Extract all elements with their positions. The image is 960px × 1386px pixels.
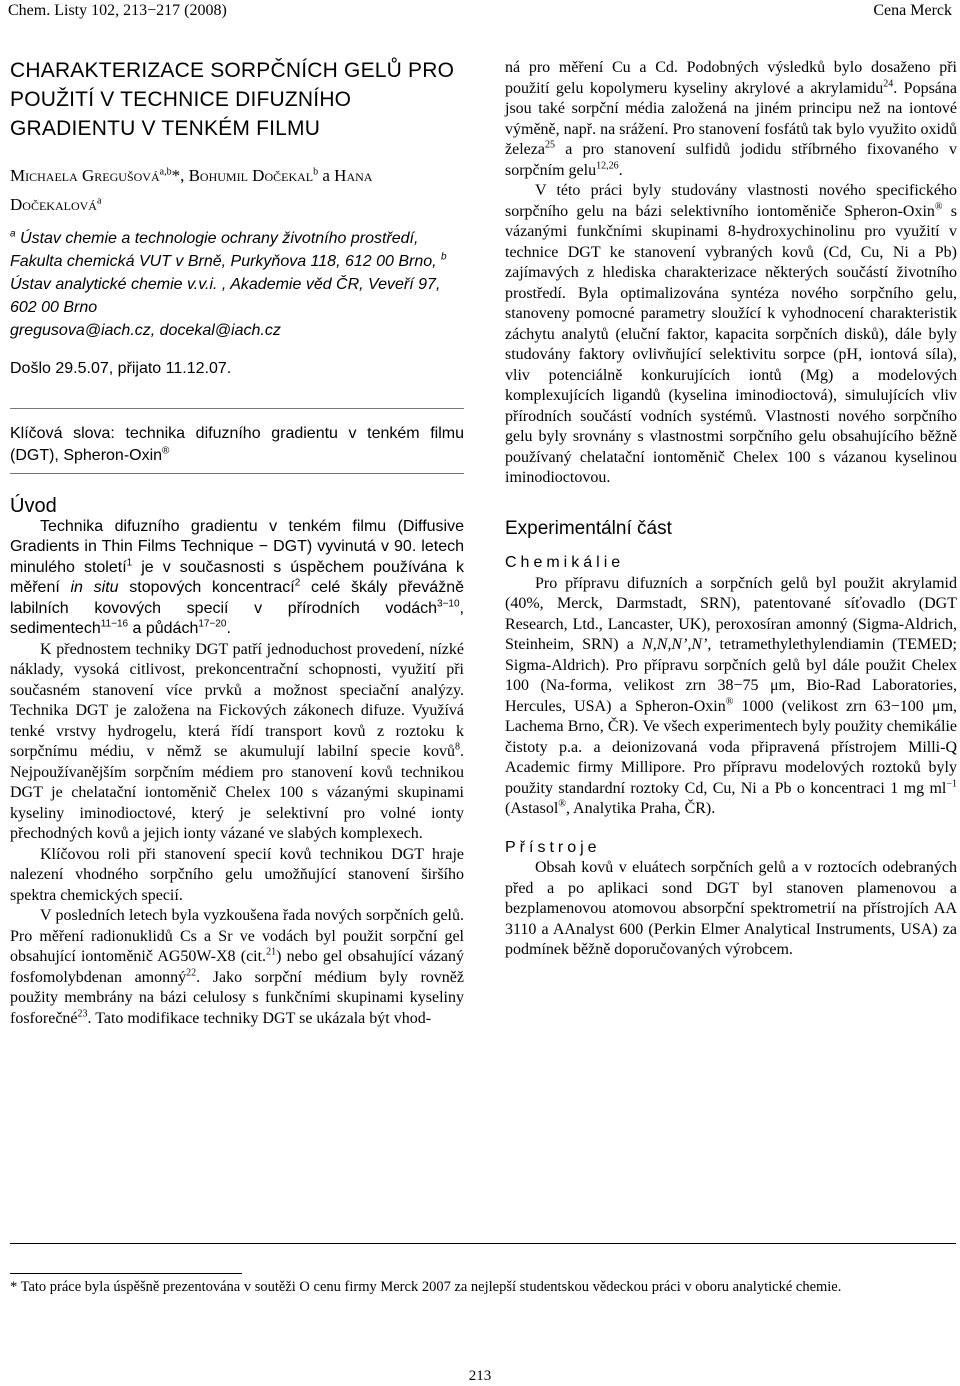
- footnote-short-rule: [10, 1273, 242, 1274]
- divider: [10, 408, 464, 409]
- section-heading-intro: Úvod: [10, 495, 57, 517]
- email-links[interactable]: gregusova@iach.cz, docekal@iach.cz: [10, 322, 281, 339]
- affiliations: [10, 227, 464, 342]
- chemicals-paragraph: Pro přípravu difuzních a sorpčních gelů byl použit akrylamid (40%, Merck, Darmstadt, SRN), patentované síťovadlo (DGT Research, Ltd., Lancaster, UK), peroxosíran amonný (Sigma-Aldrich, Steinheim, SRN) a N,N,N’,N’, tetramethylethylendiamin (TEMED; Sigma-Aldrich). Pro přípravu sorpčních gelů byl dále použit Chelex 100 (Na-forma, velikost zrn 38−75 μm, Bio-Rad Laboratories, Hercules, USA) a Spheron-Oxin® 1000 (velikost zrn 63−100 μm, Lachema Brno, ČR). Ve všech experimentech byly použity chemikálie čistoty p.a. a deionizovaná voda připravená přístrojem Milli-Q Academic firmy Millipore. Pro přípravu modelových roztoků byly použity standardní roztoky Cd, Cu, Ni a Pb o koncentraci 1 mg $ml^{-1}$ (Astasol®, Analytika Praha, ČR).: [505, 574, 958, 817]
- affil-b-mark: b: [441, 251, 447, 263]
- author-1-affil: a,b: [159, 166, 172, 178]
- intro-paragraph-3: Klíčovou roli při stanovení specií kovů technikou DGT hraje nalezení vhodného sorpčního gelu umožňující stanovení širšího spektra chemických specií.: [10, 845, 464, 904]
- subsection-heading-instruments: Přístroje: [505, 838, 601, 856]
- author-1: Michaela Gregušová: [10, 166, 160, 185]
- affil-a-mark: a: [10, 228, 16, 240]
- corresponding-mark: *,: [171, 166, 189, 185]
- journal-header: Chem. Listy 102, 213−217 (2008): [8, 2, 227, 19]
- affil-b: Ústav analytické chemie v.v.i. , Akademie věd ČR, Veveří 97, 602 00 Brno: [10, 276, 441, 316]
- registered-mark: ®: [162, 445, 170, 457]
- author-conjunction: a: [318, 166, 335, 185]
- received-accepted-dates: Došlo 29.5.07, přijato 11.12.07.: [10, 360, 232, 377]
- author-3-affil: a: [96, 195, 102, 207]
- author-3: Hana Dočekalová: [10, 166, 373, 214]
- subsection-heading-chemicals: Chemikálie: [505, 554, 625, 571]
- instruments-paragraph: Obsah kovů v eluátech sorpčních gelů a v roztocích odebraných před a po aplikaci sond DGT byl stanoven plamenovou a bezplamenovou atomovou absorpční spektrometrií na přístrojích AA 3110 a AAnalyst 600 (Perkin Elmer Analytical Instruments, USA) za podmínek běžně doporučovaných výrobcem.: [505, 859, 957, 958]
- intro-paragraph-4-continued: ná pro měření Cu a Cd. Podobných výsledků bylo dosaženo při použití gelu kopolymeru kyseliny akrylové a akrylamidu$^{24}$. Popsána jsou také sorpční média založená na jiném principu než na iontové výměně, např. na srážení. Pro stanovení fosfátů tak bylo využito oxidů železa$^{25}$ a pro stanovení sulfidů jodidu stříbrného fixovaného v sorpčním gelu$^{12,26}$.: [505, 59, 958, 179]
- right-column: [505, 58, 957, 961]
- footnote-separator: [10, 1243, 956, 1244]
- left-column: [10, 56, 464, 1029]
- divider: [10, 473, 464, 474]
- award-header: Cena Merck: [873, 2, 952, 19]
- intro-paragraph-2: K přednostem techniky DGT patří jednoduchost provedení, nízké náklady, vysoká citlivost, prekoncentrační schopnosti, využití při současném stanovení více prvků a možnost speciační analýzy. Technika DGT je založena na Fickových zákonech difuze. Využívá tenké vrstvy hydrogelu, která řídí transport kovů z roztoku k sorpčnímu médiu, v němž se akumulují labilní specie kovů$^8$. Nejpoužívanějším sorpčním médiem pro stanovení kovů technikou DGT je chelatační iontoměnič Chelex 100 s vázanými skupinami kyseliny iminodioctové, který je selektivní pro volné ionty přechodných kovů a jejich ionty vázané ve slabých komplexech.: [10, 640, 464, 842]
- intro-paragraph-4: V posledních letech byla vyzkoušena řada nových sorpčních gelů. Pro měření radionuklidů Cs a Sr ve vodách byl použit sorpční gel obsahující iontoměnič AG50W-X8 (cit.$^{21}$) nebo gel obsahující vázaný fosfomolybdenan amonný$^{22}$. Jako sorpční médium byly rovněž použity membrány na bázi celulosy s funkčními skupinami kyseliny fosforečné$^{23}$. Tato modifikace techniky DGT se ukázala být vhod-: [10, 907, 465, 1027]
- keywords-text: Klíčová slova: technika difuzního gradientu v tenkém filmu (DGT), Spheron-Oxin: [10, 425, 464, 464]
- affil-a: Ústav chemie a technologie ochrany životního prostředí, Fakulta chemická VUT v Brně, Purkyňova 118, 612 00 Brno,: [10, 230, 442, 270]
- intro-paragraph-1: Technika difuzního gradientu v tenkém filmu (Diffusive Gradients in Thin Films Technique − DGT) vyvinutá v 90. letech minulého století$^1$ je v současnosti s úspěchem používána k měření in situ stopových koncentrací$^2$ celé škály převážně labilních kovových specií v přírodních vodách$^{3-10}$, sedimentech$^{11-16}$ a půdách$^{17-20}$.: [10, 517, 465, 637]
- article-title: CHARAKTERIZACE SORPČNÍCH GELŮ PRO POUŽITÍ V TECHNICE DIFUZNÍHO GRADIENTU V TENKÉM FILMU: [10, 59, 455, 140]
- author-2: Bohumil Dočekal: [188, 166, 314, 185]
- author-2-affil: b: [313, 166, 319, 178]
- keywords: [10, 423, 464, 467]
- author-list: [10, 161, 464, 219]
- page-number: 213: [468, 1368, 492, 1384]
- section-heading-experimental: Experimentální část: [505, 517, 672, 539]
- intro-paragraph-5: V této práci byly studovány vlastnosti nového specifického sorpčního gelu na bázi selektivního iontoměniče Spheron-Oxin® s vázanými funkčními skupinami 8-hydroxychinolinu pro využití v technice DGT ke stanovení vybraných kovů (Cd, Cu, Ni a Pb) zajímavých z hlediska charakterizace některých součástí životního prostředí. Byla optimalizována syntéza nového sorpčního gelu, stanoveny pomocné parametry sloužící k vyhodnocení charakteristik záchytu analytů (eluční faktor, kapacita sorpčních disků), dále byly studovány faktory ovlivňující selektivitu sorpce (pH, iontová síla), vliv potenciálně konkurujících iontů (Mg) a modelových komplexujících ligandů (kyselina iminodioctová), simulujících vliv přírodních součástí vodních systémů. Vlastnosti nového sorpčního gelu byly srovnány s vlastnostmi sorpčního gelu obsahujícího běžně používaný chelatační iontoměnič Chelex 100 s vázanou kyselinou iminodioctovou.: [505, 182, 957, 486]
- footnote: * Tato práce byla úspěšně prezentována v soutěži O cenu firmy Merck 2007 za nejlepší studentskou vědeckou práci v oboru analytické chemie.: [10, 1279, 842, 1295]
